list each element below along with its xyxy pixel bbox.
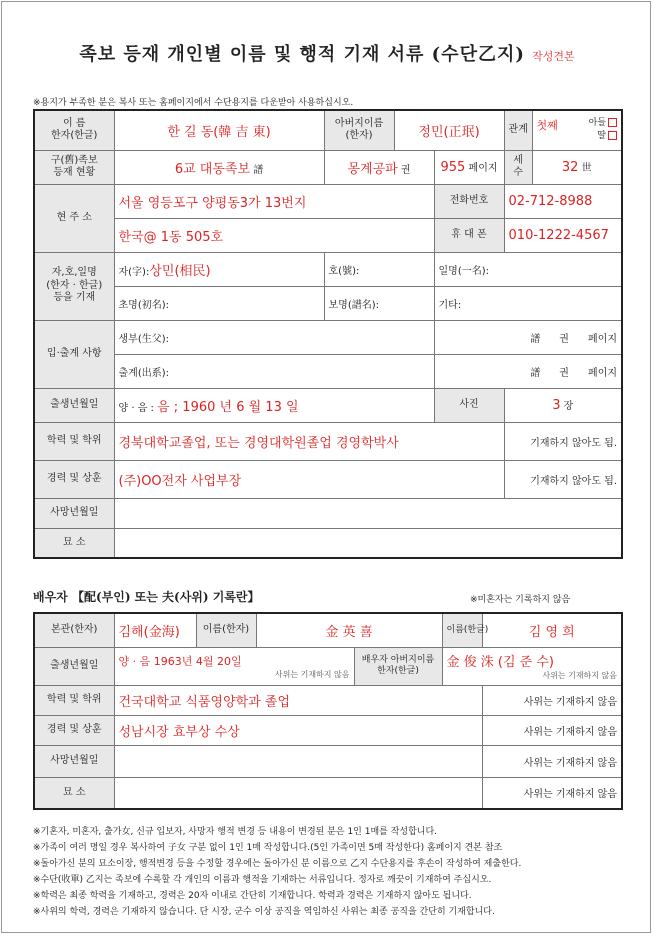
generation-suffix: 世 (581, 163, 592, 174)
chomyeong-cell[interactable] (114, 286, 324, 320)
bomyeong-cell[interactable] (324, 286, 434, 320)
address-line1[interactable]: 서울 영등포구 양평동3가 13번지 (114, 184, 434, 218)
career-label: 경력 및 상훈 (34, 460, 114, 498)
spouse-birth-value: 양 · 음 1963년 4월 20일 (118, 654, 242, 668)
birthfather-label: 생부(生父): (118, 333, 169, 345)
gita-label: 기타: (438, 299, 462, 311)
footer-note: ※학력은 최종 학력을 기재하고, 경력은 20자 이내로 간단히 기재합니다. 학력과 경력은 기재하지 않아도 됩니다. (33, 891, 472, 901)
page-title (0, 40, 654, 66)
spouse-birth-cell[interactable] (114, 647, 354, 685)
page-suffix: 페이지 (468, 163, 498, 174)
branch-value: 몽계공파 (347, 161, 398, 177)
page-value: 955 (440, 160, 466, 175)
edu-optional-note: 기재하지 않아도 됨. (504, 422, 622, 460)
spouse-edu-label: 학력 및 학위 (34, 685, 114, 715)
ho-label: 호(號): (328, 265, 360, 277)
birth-prefix: 양 · 음 : (118, 402, 154, 414)
name-value[interactable]: 한 길 동(韓 吉 東) (114, 110, 324, 150)
pu-label-2: 譜 (530, 367, 541, 379)
book-value: 6교 대동족보 (174, 161, 251, 177)
spouse-origin-label: 본관(한자) (34, 613, 114, 647)
spouse-career-note: 사위는 기재하지 않음 (482, 715, 622, 745)
spouse-name-hanja-label: 이름(한자) (196, 613, 256, 647)
footer-note: ※가족이 여러 명일 경우 복사하여 子女 구분 없이 1인 1매 작성합니다.(5인 가족이면 5매 작성한다) 홈페이지 견본 참조 (33, 843, 503, 853)
father-label: 아버지이름 (한자) (324, 110, 394, 150)
spouse-edu-value[interactable]: 건국대학교 식품영양학과 졸업 (114, 685, 482, 715)
ja-cell[interactable] (114, 252, 324, 286)
photo-label: 사진 (434, 388, 504, 422)
footer-notes (33, 824, 633, 920)
spouse-birth-label: 출생년월일 (34, 647, 114, 685)
spouse-grave-note: 사위는 기재하지 않음 (482, 777, 622, 809)
birth-cell[interactable] (114, 388, 434, 422)
adopted-cell[interactable] (114, 354, 434, 388)
record-label: 구(舊)족보 등재 현황 (34, 150, 114, 184)
spouse-father-note: 사위는 기재하지 않음 (542, 671, 618, 680)
adopted-label: 출계(出系): (118, 367, 169, 379)
gwon-label-1: 권 (559, 333, 569, 345)
spouse-career-value[interactable]: 성남시장 효부상 수상 (114, 715, 482, 745)
edu-value[interactable]: 경북대학교졸업, 또는 경영대학원졸업 경영학박사 (114, 422, 504, 460)
adoption-label: 입·출계 사항 (34, 320, 114, 388)
ho-cell[interactable] (324, 252, 434, 286)
birth-value: 음 ; 1960 년 6 월 13 일 (157, 399, 299, 415)
grave-value[interactable] (114, 528, 622, 558)
generation-label: 세수 (504, 150, 532, 184)
edu-label: 학력 및 학위 (34, 422, 114, 460)
page-label-2: 페이지 (588, 367, 618, 379)
footer-note: ※사위의 학력, 경력은 기재하지 않습니다. 단 시장, 군수 이상 공직을 역임하신 사위는 최종 공직을 간단히 기재합니다. (33, 907, 495, 917)
phone-value[interactable]: 02-712-8988 (504, 184, 622, 218)
spouse-career-label: 경력 및 상훈 (34, 715, 114, 745)
person-table (33, 109, 623, 559)
death-value[interactable] (114, 498, 622, 528)
bomyeong-label: 보명(譜名): (328, 299, 380, 311)
mobile-value[interactable]: 010-1222-4567 (504, 218, 622, 252)
photo-suffix: 장 (563, 401, 574, 412)
gita-cell[interactable] (434, 286, 622, 320)
page-label-1: 페이지 (588, 333, 618, 345)
spouse-death-value[interactable] (114, 745, 482, 777)
ja-label: 자(字): (118, 266, 150, 278)
aliases-label: 자,호,일명 (한자 · 한글) 등을 기재 (34, 252, 114, 320)
generation-value: 32 (561, 160, 579, 175)
spouse-name-hangul-value[interactable]: 김 영 희 (482, 613, 622, 647)
daughter-checkbox[interactable] (608, 131, 617, 140)
spouse-section-title: 배우자 【配(부인) 또는 夫(사위) 기록란】 (33, 590, 260, 604)
photo-cell[interactable] (504, 388, 622, 422)
generation-cell[interactable] (532, 150, 622, 184)
career-value[interactable]: (주)OO전자 사업부장 (114, 460, 504, 498)
book-suffix: 譜 (253, 164, 264, 176)
birthfather-record[interactable] (434, 320, 622, 354)
relation-label: 관계 (504, 110, 532, 150)
footer-note: ※돌아가신 분의 묘소이장, 행적변경 등을 수정할 경우에는 돌아가신 분 이름으로 乙지 수단용지를 후손이 작성하여 제출한다. (33, 859, 522, 869)
gwon-label-2: 권 (559, 367, 569, 379)
pu-label-1: 譜 (530, 333, 541, 345)
ja-value: 상민(相民) (149, 263, 211, 279)
spouse-name-hanja-value[interactable]: 金 英 喜 (256, 613, 442, 647)
spouse-grave-label: 묘 소 (34, 777, 114, 809)
ilmyeong-label: 일명(一名): (438, 265, 490, 277)
spouse-father-value: 金 俊 洙 (김 준 수) (446, 655, 554, 670)
relation-value: 첫째 (536, 119, 558, 133)
address-label: 현 주 소 (34, 184, 114, 252)
father-value[interactable]: 정민(正珉) (394, 110, 504, 150)
spouse-death-note: 사위는 기재하지 않음 (482, 745, 622, 777)
branch-suffix: 권 (400, 164, 411, 176)
branch-cell[interactable] (324, 150, 434, 184)
phone-label: 전화번호 (434, 184, 504, 218)
sample-label: 작성견본 (532, 50, 575, 63)
note-top: ※용지가 부족한 분은 복사 또는 홈페이지에서 수단용지를 다운받아 사용하십시오. (33, 98, 354, 108)
book-cell[interactable] (114, 150, 324, 184)
address-line2[interactable]: 한국@ 1동 505호 (114, 218, 434, 252)
spouse-grave-value[interactable] (114, 777, 482, 809)
adopted-record[interactable] (434, 354, 622, 388)
ilmyeong-cell[interactable] (434, 252, 622, 286)
name-label: 이 름 한자(한글) (34, 110, 114, 150)
son-label: 아들 (588, 118, 607, 129)
page-cell[interactable] (434, 150, 504, 184)
spouse-father-cell[interactable] (442, 647, 622, 685)
grave-label: 묘 소 (34, 528, 114, 558)
spouse-edu-note: 사위는 기재하지 않음 (482, 685, 622, 715)
spouse-death-label: 사망년월일 (34, 745, 114, 777)
spouse-table (33, 612, 623, 810)
photo-value: 3 (552, 398, 561, 413)
birthfather-cell[interactable] (114, 320, 434, 354)
relation-cell[interactable] (532, 110, 622, 150)
spouse-section-note: ※미혼자는 기록하지 않음 (470, 595, 571, 605)
death-label: 사망년월일 (34, 498, 114, 528)
chomyeong-label: 초명(初名): (118, 299, 169, 311)
spouse-name-hangul-label: 이름(한글) (442, 613, 482, 647)
son-checkbox[interactable] (608, 118, 617, 127)
career-optional-note: 기재하지 않아도 됨. (504, 460, 622, 498)
birth-label: 출생년월일 (34, 388, 114, 422)
spouse-birth-note: 사위는 기재하지 않음 (274, 669, 350, 679)
spouse-origin-value[interactable]: 김해(金海) (114, 613, 196, 647)
footer-note: ※수단(收單) 乙지는 족보에 수록할 각 개인의 이름과 행적을 기재하는 서류입니다. 정자로 깨끗이 기재하여 주십시오. (33, 875, 492, 885)
title-text: 족보 등재 개인별 이름 및 행적 기재 서류 (수단乙지) (79, 44, 525, 65)
daughter-label: 딸 (597, 131, 607, 142)
mobile-label: 휴 대 폰 (434, 218, 504, 252)
spouse-father-label: 배우자 아버지이름 한자(한글) (354, 647, 442, 685)
footer-note: ※기혼자, 미혼자, 출가女, 신규 입보자, 사망자 행적 변경 등 내용이 변경된 분은 1인 1매를 작성합니다. (33, 827, 438, 837)
